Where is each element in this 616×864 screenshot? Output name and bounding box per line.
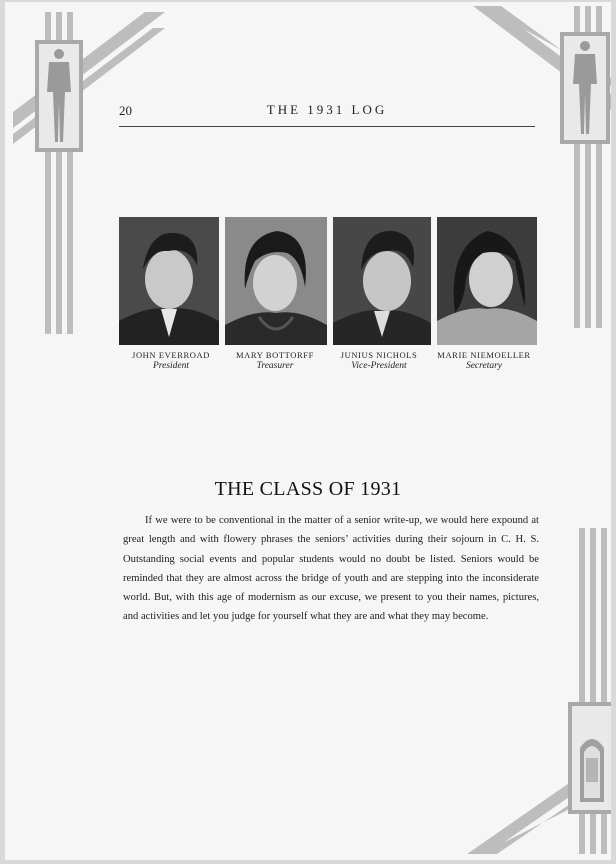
portrait-photo	[225, 217, 327, 345]
officer-name: JOHN EVERROAD	[132, 350, 210, 360]
officer-name: MARIE NIEMOELLER	[437, 350, 531, 360]
page-ornaments	[5, 2, 611, 860]
officer-role: Treasurer	[256, 361, 294, 371]
officer-caption	[220, 350, 330, 372]
officer-role: Vice-President	[351, 361, 407, 371]
page-number: 20	[119, 103, 132, 118]
officer-role: Secretary	[465, 361, 503, 371]
portrait-photo	[437, 217, 537, 345]
running-title: THE 1931 LOG	[266, 102, 388, 117]
page-header	[119, 102, 535, 127]
portrait-photo	[119, 217, 219, 345]
officer-caption	[324, 350, 434, 372]
section-title: THE CLASS OF 1931	[214, 478, 402, 500]
officer-name: JUNIUS NICHOLS	[340, 350, 418, 360]
officer-role: President	[152, 361, 190, 371]
officer-portraits	[119, 217, 537, 345]
officer-name: MARY BOTTORFF	[236, 350, 314, 360]
body-paragraph: If we were to be conventional in the matter of a senior write-up, we would here expound at great length and with flowery phrases the seniors’ activities during their sojourn in C. H. S. Outstanding social events and popular students would no doubt be listed. Seniors would be reminded that they are almost across the bridge of youth and are stepping into the inconsiderate world. But, with this age of modernism as our excuse, we present to you their names, pictures, and activities and let you judge for yourself what they are and what they may become.	[123, 515, 539, 623]
officer-caption	[116, 350, 226, 372]
doorway-icon	[580, 739, 604, 802]
portrait-photo	[333, 217, 431, 345]
yearbook-page	[5, 2, 611, 860]
officer-caption	[429, 350, 539, 372]
